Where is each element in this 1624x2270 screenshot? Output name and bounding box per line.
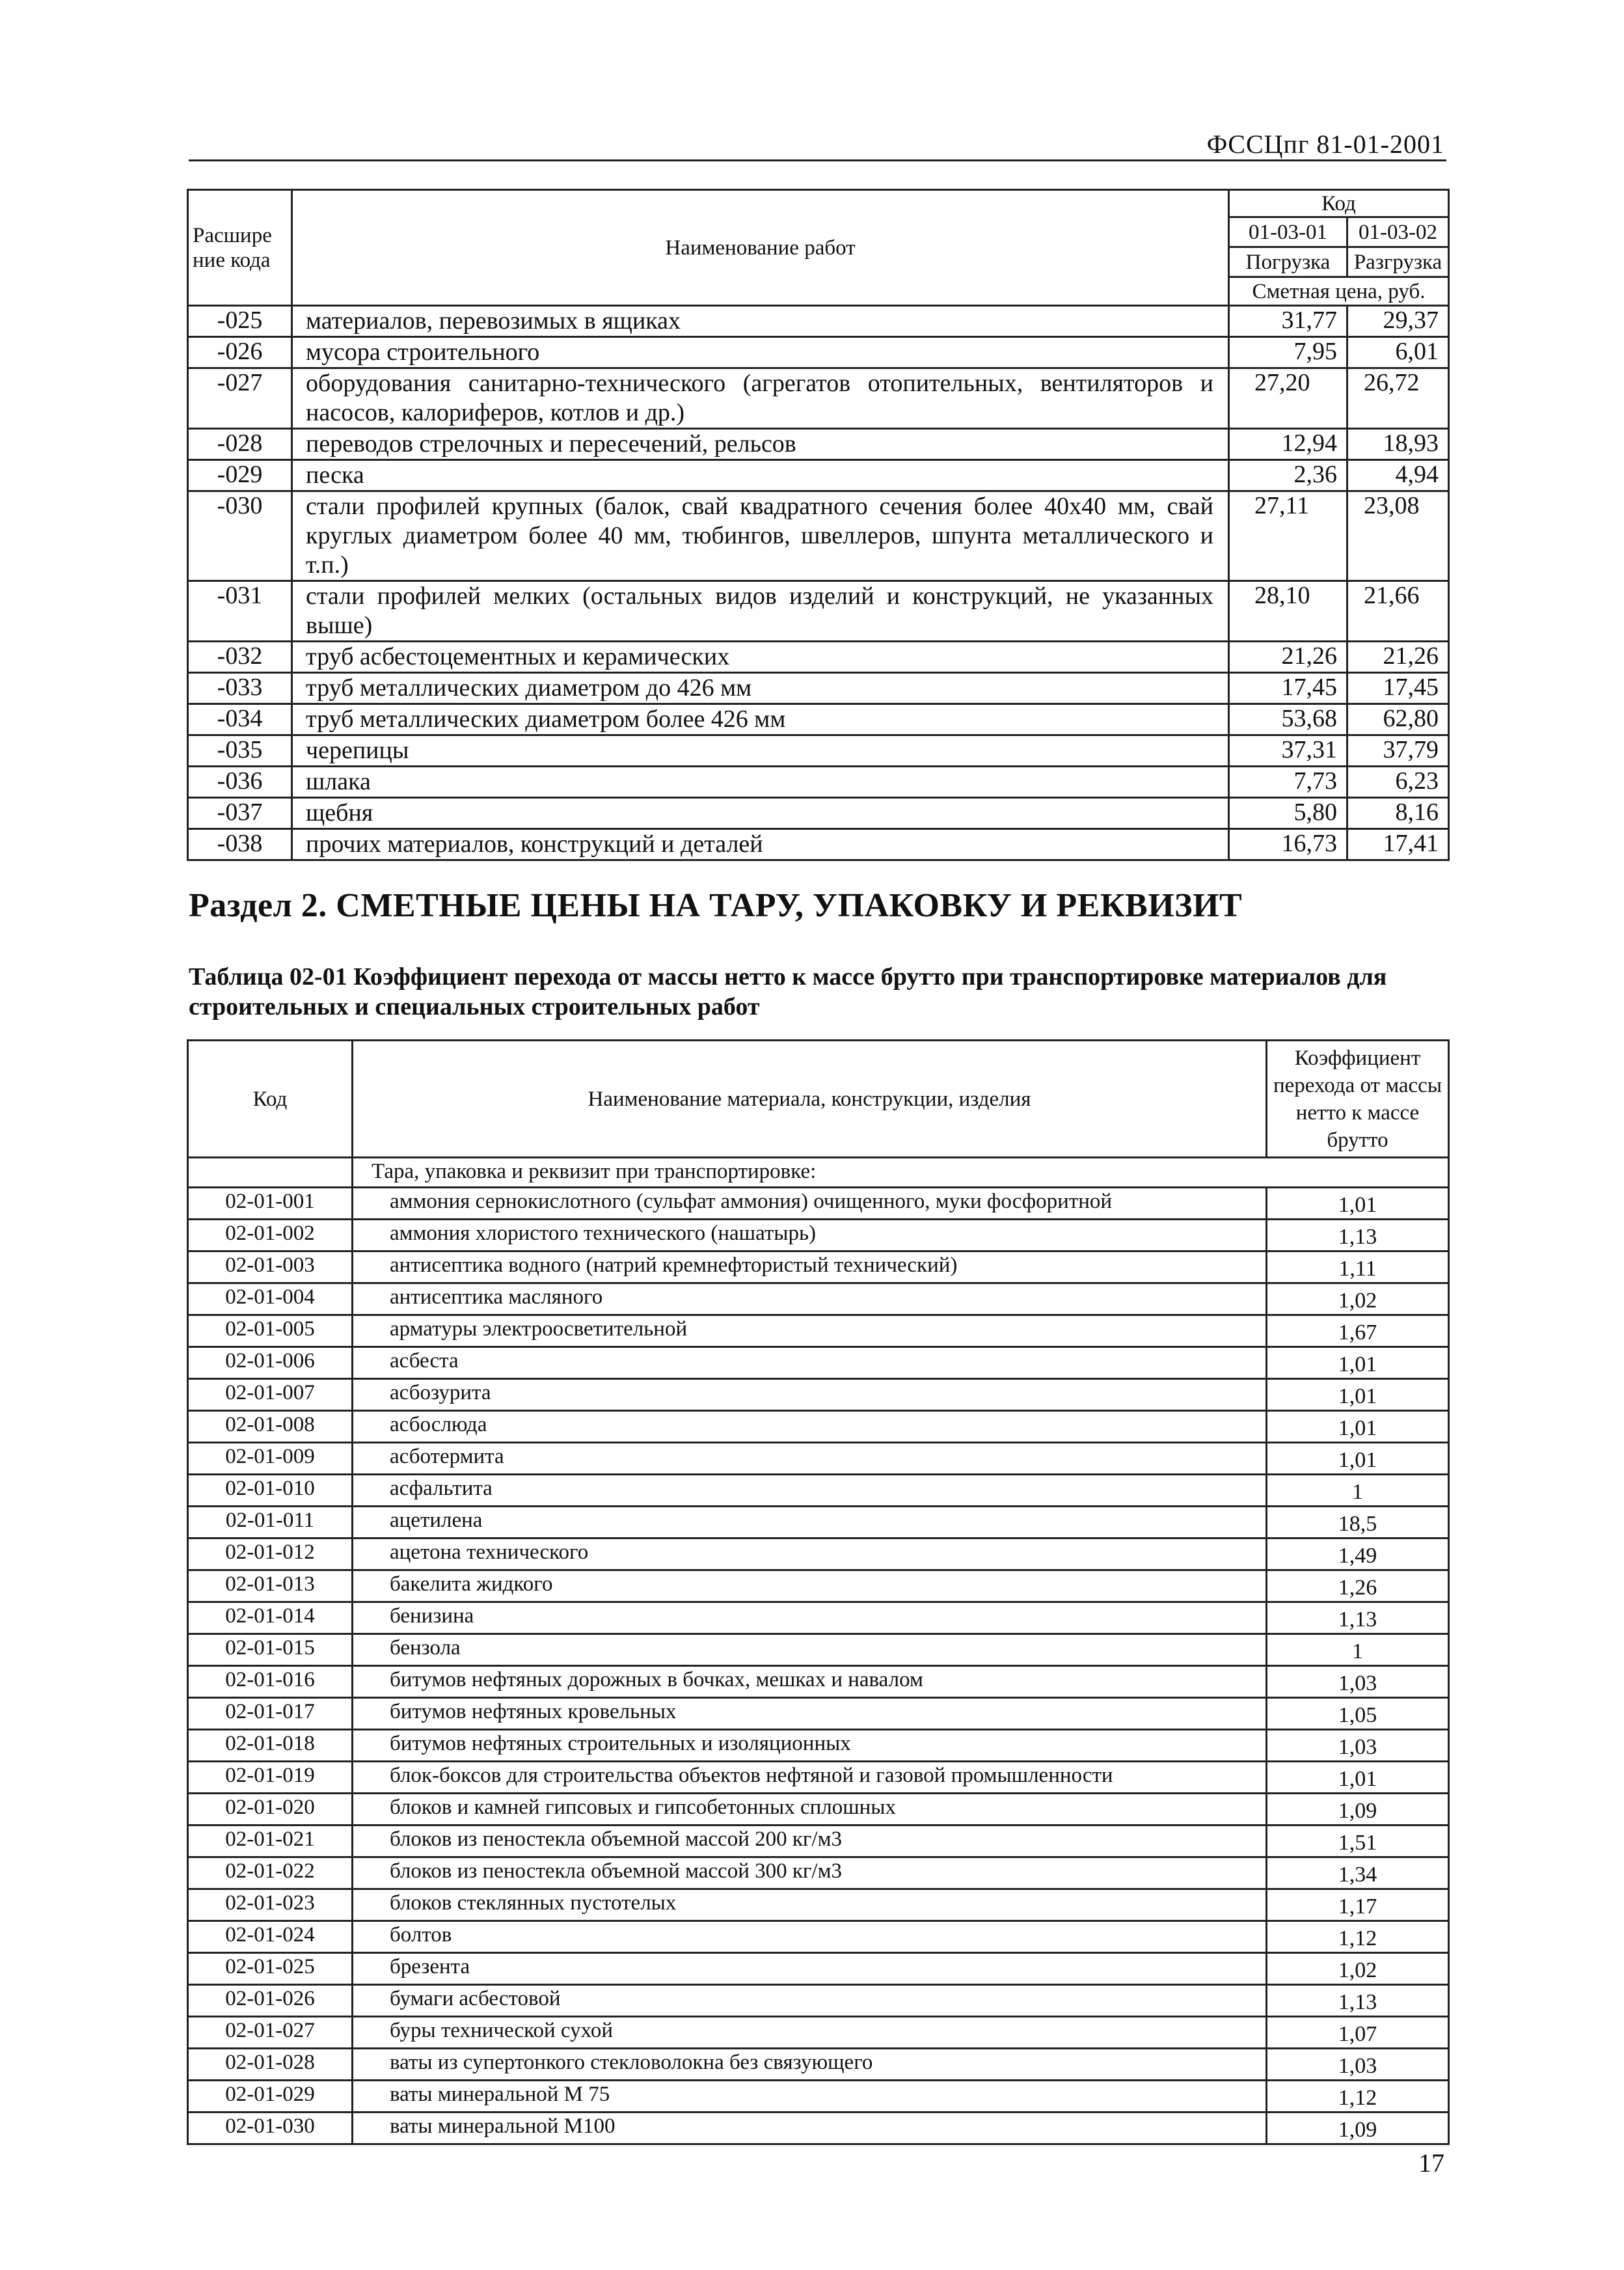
table-row bbox=[188, 2017, 1449, 2049]
table-row bbox=[188, 829, 1449, 860]
row-code: -033 bbox=[188, 673, 292, 704]
row-work-name: материалов, перевозимых в ящиках bbox=[292, 306, 1229, 337]
row-code: 02-01-014 bbox=[188, 1602, 353, 1634]
row-code: -031 bbox=[188, 581, 292, 642]
row-loading-price: 16,73 bbox=[1229, 829, 1347, 860]
row-unloading-price: 17,45 bbox=[1347, 673, 1449, 704]
table-row bbox=[188, 1634, 1449, 1666]
row-coefficient: 1,34 bbox=[1267, 1857, 1449, 1889]
row-code: 02-01-004 bbox=[188, 1283, 353, 1315]
table-row bbox=[188, 1347, 1449, 1379]
row-code: 02-01-020 bbox=[188, 1794, 353, 1826]
row-material-name: блоков из пеностекла объемной массой 200 кг/м3 bbox=[353, 1826, 1267, 1857]
row-code: 02-01-023 bbox=[188, 1889, 353, 1921]
header-col2-operation: Разгрузка bbox=[1347, 247, 1449, 277]
row-code: 02-01-022 bbox=[188, 1857, 353, 1889]
coefficient-table bbox=[187, 1039, 1450, 2145]
table-row bbox=[188, 1698, 1449, 1730]
row-coefficient: 1,17 bbox=[1267, 1889, 1449, 1921]
row-code: 02-01-011 bbox=[188, 1507, 353, 1538]
table-row bbox=[188, 1921, 1449, 1953]
row-code: 02-01-017 bbox=[188, 1698, 353, 1730]
row-code: 02-01-002 bbox=[188, 1220, 353, 1251]
table-row bbox=[188, 1220, 1449, 1251]
table-row bbox=[188, 2113, 1449, 2144]
row-unloading-price: 37,79 bbox=[1347, 735, 1449, 767]
row-coefficient: 1,12 bbox=[1267, 1921, 1449, 1953]
row-code: 02-01-030 bbox=[188, 2113, 353, 2144]
row-material-name: аммония сернокислотного (сульфат аммония) очищенного, муки фосфоритной bbox=[353, 1188, 1267, 1220]
row-unloading-price: 6,23 bbox=[1347, 767, 1449, 798]
row-work-name: труб металлических диаметром более 426 мм bbox=[292, 704, 1229, 735]
row-work-name: песка bbox=[292, 460, 1229, 491]
row-code: -036 bbox=[188, 767, 292, 798]
row-loading-price: 53,68 bbox=[1229, 704, 1347, 735]
row-coefficient: 1,01 bbox=[1267, 1347, 1449, 1379]
row-code: -035 bbox=[188, 735, 292, 767]
row-work-name: труб металлических диаметром до 426 мм bbox=[292, 673, 1229, 704]
row-material-name: аммония хлористого технического (нашатырь) bbox=[353, 1220, 1267, 1251]
table-row bbox=[188, 1283, 1449, 1315]
header-divider bbox=[189, 159, 1446, 161]
row-coefficient: 18,5 bbox=[1267, 1507, 1449, 1538]
table-row bbox=[188, 1953, 1449, 1985]
row-work-name: оборудования санитарно-технического (агрегатов отопительных, вентиляторов и насосов, калориферов, котлов и др.) bbox=[292, 368, 1229, 429]
row-coefficient: 1,07 bbox=[1267, 2017, 1449, 2049]
row-unloading-price: 17,41 bbox=[1347, 829, 1449, 860]
row-material-name: ацетилена bbox=[353, 1507, 1267, 1538]
row-code: 02-01-006 bbox=[188, 1347, 353, 1379]
table-row bbox=[188, 1730, 1449, 1762]
table-row bbox=[188, 1826, 1449, 1857]
table-row bbox=[188, 581, 1449, 642]
header-code: Код bbox=[188, 1041, 353, 1158]
row-unloading-price: 23,08 bbox=[1347, 491, 1449, 581]
table-row bbox=[188, 673, 1449, 704]
header-col1-code: 01-03-01 bbox=[1229, 217, 1347, 247]
table-row bbox=[188, 1379, 1449, 1411]
header-col2-code: 01-03-02 bbox=[1347, 217, 1449, 247]
row-unloading-price: 8,16 bbox=[1347, 798, 1449, 829]
row-work-name: стали профилей крупных (балок, свай квадратного сечения более 40х40 мм, свай круглых диаметром более 40 мм, тюбингов, швеллеров, шпунта металлического и т.п.) bbox=[292, 491, 1229, 581]
row-unloading-price: 29,37 bbox=[1347, 306, 1449, 337]
row-code: -034 bbox=[188, 704, 292, 735]
row-material-name: антисептика масляного bbox=[353, 1283, 1267, 1315]
row-code: 02-01-009 bbox=[188, 1443, 353, 1475]
row-material-name: асбослюда bbox=[353, 1411, 1267, 1443]
row-unloading-price: 6,01 bbox=[1347, 337, 1449, 368]
row-material-name: болтов bbox=[353, 1921, 1267, 1953]
row-code: -028 bbox=[188, 429, 292, 460]
row-work-name: черепицы bbox=[292, 735, 1229, 767]
row-code: 02-01-013 bbox=[188, 1570, 353, 1602]
group-code-cell bbox=[188, 1158, 353, 1188]
row-material-name: блок-боксов для строительства объектов нефтяной и газовой промышленности bbox=[353, 1762, 1267, 1794]
row-code: 02-01-027 bbox=[188, 2017, 353, 2049]
row-material-name: брезента bbox=[353, 1953, 1267, 1985]
row-loading-price: 31,77 bbox=[1229, 306, 1347, 337]
table-row bbox=[188, 642, 1449, 673]
row-code: 02-01-016 bbox=[188, 1666, 353, 1698]
row-loading-price: 5,80 bbox=[1229, 798, 1347, 829]
table-row bbox=[188, 2081, 1449, 2113]
row-material-name: бакелита жидкого bbox=[353, 1570, 1267, 1602]
table-row bbox=[188, 460, 1449, 491]
table-row bbox=[188, 798, 1449, 829]
header-work-name: Наименование работ bbox=[292, 190, 1229, 306]
table-row bbox=[188, 1251, 1449, 1283]
row-coefficient: 1,11 bbox=[1267, 1251, 1449, 1283]
row-unloading-price: 26,72 bbox=[1347, 368, 1449, 429]
row-material-name: блоков из пеностекла объемной массой 300 кг/м3 bbox=[353, 1857, 1267, 1889]
row-code: 02-01-003 bbox=[188, 1251, 353, 1283]
row-coefficient: 1,67 bbox=[1267, 1315, 1449, 1347]
row-code: 02-01-010 bbox=[188, 1475, 353, 1507]
header-extension-code: Расшире ние кода bbox=[188, 190, 292, 306]
table-title: Таблица 02-01 Коэффициент перехода от массы нетто к массе брутто при транспортировке материалов для строительных и специальных строительных работ bbox=[189, 963, 1387, 1020]
row-code: -037 bbox=[188, 798, 292, 829]
row-work-name: щебня bbox=[292, 798, 1229, 829]
row-code: 02-01-018 bbox=[188, 1730, 353, 1762]
row-material-name: бенизина bbox=[353, 1602, 1267, 1634]
table-row bbox=[188, 1762, 1449, 1794]
row-material-name: буры технической сухой bbox=[353, 2017, 1267, 2049]
document-code: ФССЦпг 81-01-2001 bbox=[1206, 130, 1444, 159]
row-code: -025 bbox=[188, 306, 292, 337]
table-row bbox=[188, 1475, 1449, 1507]
row-material-name: асбозурита bbox=[353, 1379, 1267, 1411]
row-coefficient: 1,49 bbox=[1267, 1538, 1449, 1570]
row-unloading-price: 21,66 bbox=[1347, 581, 1449, 642]
row-work-name: мусора строительного bbox=[292, 337, 1229, 368]
table-row bbox=[188, 337, 1449, 368]
header-price: Сметная цена, руб. bbox=[1229, 277, 1449, 306]
row-material-name: асботермита bbox=[353, 1443, 1267, 1475]
row-code: -027 bbox=[188, 368, 292, 429]
table-row bbox=[188, 491, 1449, 581]
row-coefficient: 1,09 bbox=[1267, 2113, 1449, 2144]
row-coefficient: 1,01 bbox=[1267, 1379, 1449, 1411]
row-code: -032 bbox=[188, 642, 292, 673]
row-coefficient: 1,01 bbox=[1267, 1188, 1449, 1220]
row-material-name: асфальтита bbox=[353, 1475, 1267, 1507]
row-coefficient: 1 bbox=[1267, 1634, 1449, 1666]
row-coefficient: 1,05 bbox=[1267, 1698, 1449, 1730]
table-row bbox=[188, 1602, 1449, 1634]
row-coefficient: 1,26 bbox=[1267, 1570, 1449, 1602]
row-code: -038 bbox=[188, 829, 292, 860]
row-work-name: прочих материалов, конструкций и деталей bbox=[292, 829, 1229, 860]
row-loading-price: 27,11 bbox=[1229, 491, 1347, 581]
row-material-name: ацетона технического bbox=[353, 1538, 1267, 1570]
table-row bbox=[188, 1794, 1449, 1826]
row-code: 02-01-012 bbox=[188, 1538, 353, 1570]
row-work-name: труб асбестоцементных и керамических bbox=[292, 642, 1229, 673]
table-row bbox=[188, 429, 1449, 460]
section-title: Раздел 2. СМЕТНЫЕ ЦЕНЫ НА ТАРУ, УПАКОВКУ И РЕКВИЗИТ bbox=[189, 887, 1243, 924]
table-row bbox=[188, 1570, 1449, 1602]
row-coefficient: 1,03 bbox=[1267, 1730, 1449, 1762]
row-coefficient: 1,03 bbox=[1267, 1666, 1449, 1698]
table-row bbox=[188, 1507, 1449, 1538]
row-coefficient: 1,02 bbox=[1267, 1953, 1449, 1985]
row-material-name: арматуры электроосветительной bbox=[353, 1315, 1267, 1347]
row-loading-price: 7,95 bbox=[1229, 337, 1347, 368]
row-coefficient: 1,51 bbox=[1267, 1826, 1449, 1857]
row-loading-price: 2,36 bbox=[1229, 460, 1347, 491]
row-unloading-price: 4,94 bbox=[1347, 460, 1449, 491]
row-code: 02-01-028 bbox=[188, 2049, 353, 2081]
row-coefficient: 1,03 bbox=[1267, 2049, 1449, 2081]
table-row bbox=[188, 1889, 1449, 1921]
row-code: -029 bbox=[188, 460, 292, 491]
row-material-name: битумов нефтяных строительных и изоляционных bbox=[353, 1730, 1267, 1762]
table-row bbox=[188, 1443, 1449, 1475]
row-code: 02-01-015 bbox=[188, 1634, 353, 1666]
row-work-name: шлака bbox=[292, 767, 1229, 798]
header-col1-operation: Погрузка bbox=[1229, 247, 1347, 277]
row-code: 02-01-021 bbox=[188, 1826, 353, 1857]
work-prices-table bbox=[187, 189, 1450, 861]
header-code: Код bbox=[1229, 190, 1449, 217]
group-label: Тара, упаковка и реквизит при транспортировке: bbox=[353, 1158, 1449, 1188]
table-row bbox=[188, 1985, 1449, 2017]
table-row bbox=[188, 1315, 1449, 1347]
table-row bbox=[188, 704, 1449, 735]
row-work-name: переводов стрелочных и пересечений, рельсов bbox=[292, 429, 1229, 460]
row-code: 02-01-024 bbox=[188, 1921, 353, 1953]
row-material-name: антисептика водного (натрий кремнефтористый технический) bbox=[353, 1251, 1267, 1283]
row-code: 02-01-025 bbox=[188, 1953, 353, 1985]
row-code: 02-01-005 bbox=[188, 1315, 353, 1347]
row-material-name: блоков и камней гипсовых и гипсобетонных сплошных bbox=[353, 1794, 1267, 1826]
row-material-name: бензола bbox=[353, 1634, 1267, 1666]
row-coefficient: 1,09 bbox=[1267, 1794, 1449, 1826]
table-row bbox=[188, 2049, 1449, 2081]
table-row bbox=[188, 1411, 1449, 1443]
row-code: 02-01-001 bbox=[188, 1188, 353, 1220]
row-coefficient: 1,01 bbox=[1267, 1443, 1449, 1475]
row-code: -030 bbox=[188, 491, 292, 581]
row-loading-price: 37,31 bbox=[1229, 735, 1347, 767]
row-loading-price: 27,20 bbox=[1229, 368, 1347, 429]
row-material-name: блоков стеклянных пустотелых bbox=[353, 1889, 1267, 1921]
row-material-name: ваты минеральной М100 bbox=[353, 2113, 1267, 2144]
row-code: -026 bbox=[188, 337, 292, 368]
row-unloading-price: 62,80 bbox=[1347, 704, 1449, 735]
row-code: 02-01-026 bbox=[188, 1985, 353, 2017]
row-coefficient: 1,02 bbox=[1267, 1283, 1449, 1315]
row-material-name: битумов нефтяных дорожных в бочках, мешках и навалом bbox=[353, 1666, 1267, 1698]
row-material-name: ваты минеральной М 75 bbox=[353, 2081, 1267, 2113]
row-coefficient: 1,01 bbox=[1267, 1411, 1449, 1443]
row-loading-price: 17,45 bbox=[1229, 673, 1347, 704]
header-coefficient: Коэффициент перехода от массы нетто к массе брутто bbox=[1267, 1041, 1449, 1158]
row-coefficient: 1,12 bbox=[1267, 2081, 1449, 2113]
row-code: 02-01-007 bbox=[188, 1379, 353, 1411]
header-material-name: Наименование материала, конструкции, изделия bbox=[353, 1041, 1267, 1158]
row-material-name: асбеста bbox=[353, 1347, 1267, 1379]
row-material-name: бумаги асбестовой bbox=[353, 1985, 1267, 2017]
row-loading-price: 28,10 bbox=[1229, 581, 1347, 642]
row-material-name: ваты из супертонкого стекловолокна без связующего bbox=[353, 2049, 1267, 2081]
table-row bbox=[188, 1188, 1449, 1220]
row-material-name: битумов нефтяных кровельных bbox=[353, 1698, 1267, 1730]
row-coefficient: 1,13 bbox=[1267, 1220, 1449, 1251]
row-coefficient: 1,01 bbox=[1267, 1762, 1449, 1794]
row-coefficient: 1,13 bbox=[1267, 1985, 1449, 2017]
page-number: 17 bbox=[1418, 2148, 1444, 2178]
row-loading-price: 12,94 bbox=[1229, 429, 1347, 460]
row-loading-price: 7,73 bbox=[1229, 767, 1347, 798]
row-unloading-price: 18,93 bbox=[1347, 429, 1449, 460]
row-code: 02-01-008 bbox=[188, 1411, 353, 1443]
row-code: 02-01-019 bbox=[188, 1762, 353, 1794]
row-unloading-price: 21,26 bbox=[1347, 642, 1449, 673]
table-row bbox=[188, 1666, 1449, 1698]
row-loading-price: 21,26 bbox=[1229, 642, 1347, 673]
table-row bbox=[188, 735, 1449, 767]
row-code: 02-01-029 bbox=[188, 2081, 353, 2113]
row-coefficient: 1 bbox=[1267, 1475, 1449, 1507]
row-coefficient: 1,13 bbox=[1267, 1602, 1449, 1634]
table-row bbox=[188, 767, 1449, 798]
table-row bbox=[188, 306, 1449, 337]
table-row bbox=[188, 368, 1449, 429]
table-row bbox=[188, 1538, 1449, 1570]
table-row bbox=[188, 1857, 1449, 1889]
row-work-name: стали профилей мелких (остальных видов изделий и конструкций, не указанных выше) bbox=[292, 581, 1229, 642]
